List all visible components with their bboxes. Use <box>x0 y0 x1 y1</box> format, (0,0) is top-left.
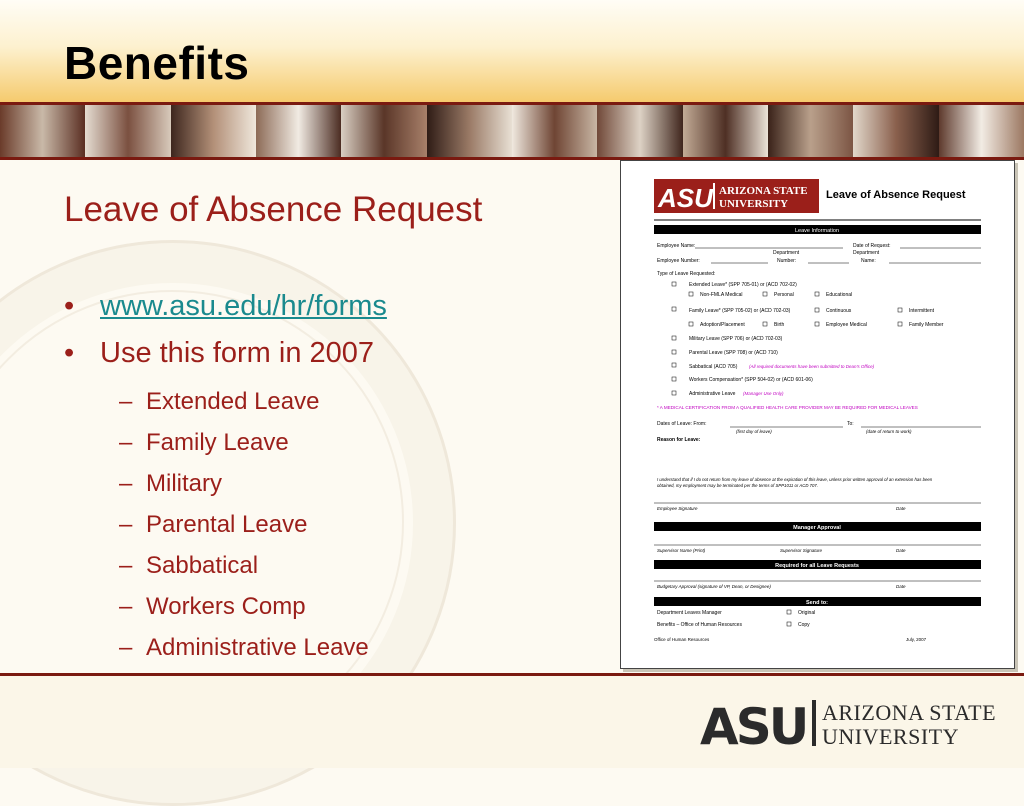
sub-bullet-family-leave: – Family Leave <box>119 429 289 456</box>
form-option: Family Leave* (SPP 705-02) or (ACD 702-03) <box>689 308 791 314</box>
leave-form-document <box>621 161 1014 668</box>
bullet-forms-link <box>64 290 387 323</box>
sub-bullet-sabbatical: – Sabbatical <box>119 552 259 579</box>
form-logo-line1: ARIZONA STATE <box>719 185 808 197</box>
form-option: Copy <box>798 622 810 628</box>
form-label: Date <box>896 584 906 589</box>
bullet-text: Use this form in 2007 <box>100 337 375 369</box>
form-statement: obtained, my employment may be terminated per the terms of SPP1011 or ACD 707. <box>657 483 818 488</box>
form-label: Name: <box>861 258 876 264</box>
sub-bullet-text: Workers Comp <box>146 593 306 620</box>
form-footer-date: July, 2007 <box>906 637 927 642</box>
form-label: Number: <box>777 258 797 264</box>
form-hint: (first day of leave) <box>736 429 772 434</box>
form-section-leave-info: Leave Information <box>794 228 840 234</box>
form-label: Department <box>773 250 800 256</box>
form-statement: I understand that if I do not return from my leave of absence at the expiration of this leave, unless prior written approval of an extension has been <box>657 477 933 482</box>
sub-bullet-text: Administrative Leave <box>146 634 369 661</box>
form-label: Department Leaves Manager <box>657 610 722 616</box>
form-label: To: <box>847 421 854 427</box>
form-option: Sabbatical (ACD 705) <box>689 364 738 370</box>
form-option: Non-FMLA Medical <box>700 292 743 298</box>
form-option: Family Member <box>909 322 944 328</box>
campus-photo-collage <box>0 105 1024 157</box>
form-section-required: Required for all Leave Requests <box>775 563 859 569</box>
slide-title: Benefits <box>64 37 250 89</box>
form-note: (All required documents have been submitted to Dean's Office) <box>749 364 875 369</box>
form-label: Benefits – Office of Human Resources <box>657 622 742 628</box>
sub-bullet-text: Sabbatical <box>146 552 259 579</box>
form-title: Leave of Absence Request <box>826 189 966 201</box>
form-section-send-to: Send to: <box>806 600 828 606</box>
form-option: Military Leave (SPP 706) or (ACD 702-03) <box>689 336 783 342</box>
form-label: Employee Signature <box>657 506 698 511</box>
asu-logo <box>700 698 1000 756</box>
form-option: Educational <box>826 292 853 298</box>
leave-form-image <box>620 160 1015 669</box>
bullet-use-form <box>64 337 374 370</box>
form-option: Continuous <box>826 308 852 314</box>
form-option: Extended Leave* (SPP 705-01) or (ACD 702-02) <box>689 282 797 288</box>
slide-subtitle: Leave of Absence Request <box>64 190 483 229</box>
form-label: Type of Leave Requested: <box>657 271 716 277</box>
form-option: Birth <box>774 322 785 328</box>
sub-bullet-workers-comp: – Workers Comp <box>119 593 306 620</box>
bullet-dot: • <box>64 337 75 369</box>
sub-bullet-text: Military <box>146 470 222 497</box>
sub-bullet-parental-leave: – Parental Leave <box>119 511 308 538</box>
sub-bullet-military: – Military <box>119 470 222 497</box>
form-label: Supervisor Name (Print) <box>657 548 706 553</box>
form-option: Parental Leave (SPP 708) or (ACD 710) <box>689 350 778 356</box>
form-note: (Manager Use Only) <box>743 391 784 396</box>
sub-bullet-text: Family Leave <box>146 429 289 456</box>
form-option: Employee Medical <box>826 322 867 328</box>
form-label: Date of Request: <box>853 243 891 249</box>
form-label: Employee Name: <box>657 243 696 249</box>
bullet-dot: • <box>64 290 75 322</box>
form-checkbox <box>672 282 676 286</box>
form-label: Employee Number: <box>657 258 700 264</box>
form-medical-note: * A MEDICAL CERTIFICATION FROM A QUALIFIED HEALTH CARE PROVIDER MAY BE REQUIRED FOR MEDICAL LEAVES <box>657 405 918 410</box>
form-section-manager: Manager Approval <box>793 525 841 531</box>
form-option: Intermittent <box>909 308 935 314</box>
form-label: Date <box>896 548 906 553</box>
form-option: Administrative Leave <box>689 391 736 397</box>
sub-bullet-text: Parental Leave <box>146 511 308 538</box>
form-label: Date <box>896 506 906 511</box>
form-option: Workers Compensation* (SPP 504-02) or (ACD 601-06) <box>689 377 813 383</box>
sub-bullet-extended-leave: – Extended Leave <box>119 388 320 415</box>
form-logo-line2: UNIVERSITY <box>719 198 789 210</box>
logo-line1: ARIZONA STATE <box>822 700 997 725</box>
form-option: Adoption/Placement <box>700 322 745 328</box>
form-label: Dates of Leave: From: <box>657 421 707 427</box>
form-hint: (date of return to work) <box>866 429 912 434</box>
form-footer: Office of Human Resources <box>654 637 710 642</box>
form-label: Department <box>853 250 880 256</box>
logo-divider <box>812 700 816 746</box>
logo-asu-mark: ASU <box>700 698 807 756</box>
forms-link[interactable]: www.asu.edu/hr/forms <box>100 290 387 322</box>
sub-bullet-text: Extended Leave <box>146 388 320 415</box>
form-label: Supervisor Signature <box>780 548 823 553</box>
form-label: Reason for Leave: <box>657 437 701 443</box>
sub-bullet-administrative-leave: – Administrative Leave <box>119 634 369 661</box>
form-logo-asu: ASU <box>658 183 713 213</box>
form-option: Original <box>798 610 816 616</box>
logo-line2: UNIVERSITY <box>822 724 959 749</box>
form-label: Budgetary Approval (signature of VP, Dean, or Designee) <box>657 584 771 589</box>
form-option: Personal <box>774 292 794 298</box>
